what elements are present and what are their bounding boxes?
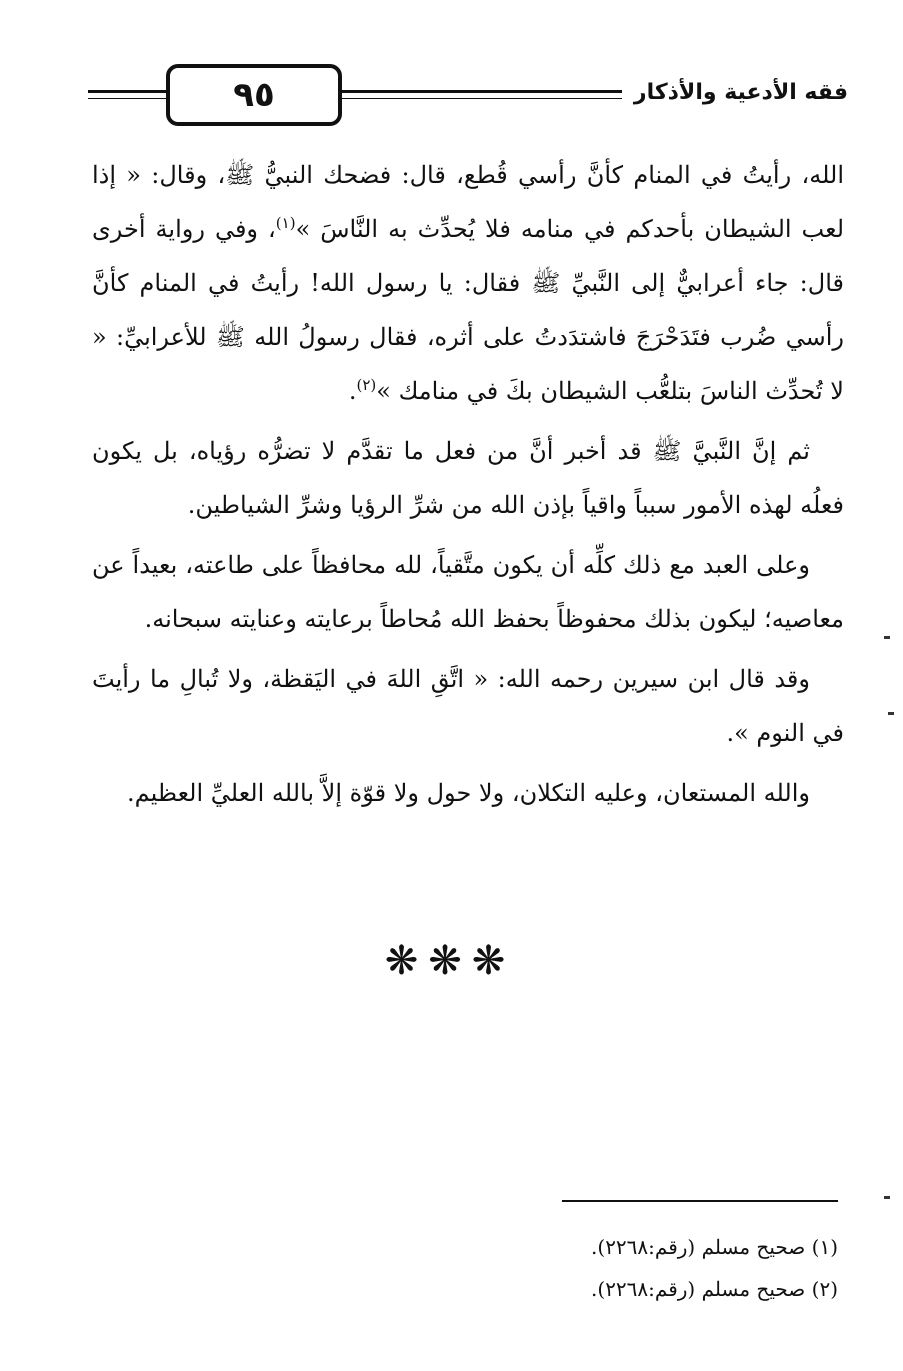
footnotes	[460, 1226, 838, 1310]
page-header	[88, 64, 848, 130]
footnote-rule	[562, 1200, 838, 1202]
footnote-1: (١) صحيح مسلم (رقم:٢٢٦٨).	[591, 1235, 838, 1259]
paragraph-1-text: الله، رأيتُ في المنام كأنَّ رأسي قُطع، قال: فضحك النبيُّ ﷺ، وقال: « إذا لعب الشيطان بأحدكم في منامه فلا يُحدِّث به النَّاسَ »	[92, 161, 845, 243]
section-separator: ❋❋❋	[384, 938, 516, 984]
running-title: فقه الأدعية والأذكار	[633, 80, 848, 105]
paragraph-1-end: .	[348, 377, 357, 405]
scan-speck	[888, 712, 894, 715]
footnote-ref-1: (١)	[275, 214, 296, 232]
paragraph-4: وقد قال ابن سيرين رحمه الله: « اتَّقِ اللهَ في اليَقظة، ولا تُبالِ ما رأيتَ في النوم ».	[92, 665, 844, 747]
header-rule-left	[88, 90, 170, 93]
header-rule-left-thin	[88, 98, 170, 99]
body-text	[92, 148, 844, 826]
header-rule-right-thin	[342, 98, 622, 99]
paragraph-3: وعلى العبد مع ذلك كلِّه أن يكون متَّقياً، لله محافظاً على طاعته، بعيداً عن معاصيه؛ ليكون بذلك محفوظاً بحفظ الله مُحاطاً برعايته وعنايته سبحانه.	[92, 551, 844, 633]
footnote-2: (٢) صحيح مسلم (رقم:٢٢٦٨).	[591, 1277, 838, 1301]
footnote-ref-2: (٢)	[356, 376, 377, 394]
scan-speck	[884, 636, 890, 639]
scan-speck	[884, 1196, 890, 1199]
paragraph-1	[92, 148, 844, 418]
paragraph-2: ثم إنَّ النَّبيَّ ﷺ قد أخبر أنَّ من فعل ما تقدَّم لا تضرُّه رؤياه، بل يكون فعلُه لهذه الأمور سبباً واقياً بإذن الله من شرِّ الرؤيا وشرِّ الشياطين.	[92, 437, 844, 519]
paragraph-1-cont: ، وفي رواية أخرى قال: جاء أعرابيٌّ إلى النَّبيِّ ﷺ فقال: يا رسول الله! رأيتُ في المنام كأنَّ رأسي ضُرب فتَدَحْرَجَ فاشتدَدتُ على أثره، فقال رسولُ الله ﷺ للأعرابيِّ: « لا تُحدِّث الناسَ بتلعُّب الشيطان بكَ في منامك »	[92, 215, 844, 405]
paragraph-5: والله المستعان، وعليه التكلان، ولا حول ولا قوّة إلاَّ بالله العليِّ العظيم.	[127, 779, 810, 807]
header-rule-right	[342, 90, 622, 93]
page-number: ٩٥	[166, 64, 342, 126]
